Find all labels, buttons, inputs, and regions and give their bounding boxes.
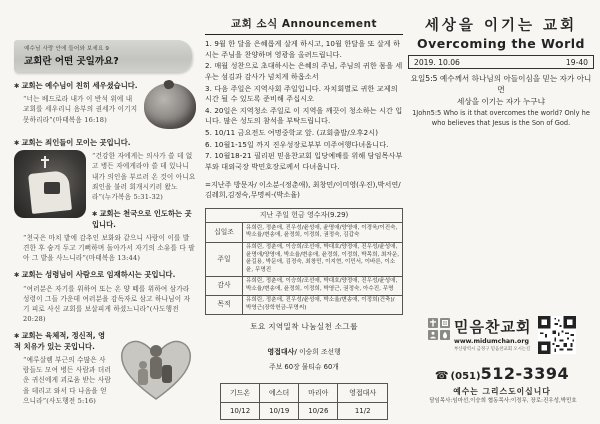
announcement-column [205, 16, 403, 420]
offering-row-names: 유희린, 정춘애, 진우성/윤성애, 윤명애/양영애, 이경욱/이진숙, 박소율/변송애, 윤정희, 이정희, 권정숙, 김갑숙 [243, 223, 403, 242]
schedule-header-cell: 기드온 [221, 383, 260, 402]
phone-area-code: (051) [450, 371, 481, 382]
table-row [206, 223, 403, 242]
ambassador-names: 이승희 조선행 [296, 347, 341, 356]
asterisk-bullet-icon: ✱ [14, 332, 20, 341]
banner-title: 교회란 어떤 곳일까요? [24, 56, 119, 67]
phone-icon: ☎ [434, 369, 449, 382]
cross-icon [44, 156, 46, 168]
church-website: www.midumchan.org [454, 338, 529, 345]
bullet-quote: “너는 베드로라 내가 이 반석 위에 내 교회를 세우리니 음부의 권세가 이기지 못하리라”(마태복음 16:18) [23, 95, 138, 124]
offering-table [205, 208, 403, 315]
issue-date: 2019. 10.06 [414, 57, 460, 67]
schedule-date-cell: 11/2 [338, 402, 388, 419]
logo-text-group [454, 316, 534, 352]
bullet-quote: “천국은 마치 밭에 감추인 보화와 같으니 사람이 이를 발견한 후 숨겨 두고 기뻐하며 돌아가서 자기의 소유를 다 팔아 그 밭을 사느니라”(마태복음 13:44) [23, 233, 195, 263]
offering-row-label: 십일조 [206, 223, 243, 242]
table-row [206, 242, 403, 276]
title-divider [205, 34, 403, 35]
left-banner [14, 40, 192, 72]
banner-subtitle: 예수님 사랑 안에 들어와 보세요 9 [24, 46, 110, 52]
bullet-title-text: 교회는 육체적, 정신적, 영적 치유가 있는 곳입니다. [14, 331, 106, 351]
church-illustration [14, 150, 86, 218]
offering-row-names: 유희린, 정춘애, 진우성/윤성애, 박소율/변송애, 이정희(건축)/박영근(장학헌금-무명씨) [243, 295, 403, 314]
supplies-line: 주보 60장 물티슈 60개 [269, 362, 339, 371]
logo-icon-grid [428, 318, 450, 340]
bullet-title-text: 교회는 성령님이 사람으로 임재하시는 곳입니다. [21, 270, 176, 280]
bullet-item-5 [14, 331, 196, 406]
left-column [14, 40, 196, 413]
bullet-quote: “여러분은 자기를 위하여 또는 온 양 떼를 위하여 삼가라 성령이 그들 가운데 여러분을 감독자로 삼고 하나님이 자기 피로 사신 교회를 보살피게 하셨느니라”(사도행전 20:28) [23, 284, 191, 324]
announcement-item-5: 5. 10/11 금요전도 여명중학교 앞. (교회출발/오후2시) [205, 128, 379, 138]
last-week-visitors: =지난주 방문자/ 이소분-(정춘애), 최창민/이미영(우진),박서연/김레희,김정숙,무명씨-(박소율) [205, 179, 401, 200]
masthead-column [408, 14, 594, 128]
asterisk-bullet-icon: ✱ [92, 210, 98, 219]
bullet-title [14, 138, 196, 148]
announcement-item-2: 2. 매월 성찬으로 초대하시는 은혜의 주님, 주님의 귀한 몸을 세우는 섬김과 감사가 넘치게 하옵소서 [205, 61, 403, 81]
left-body [14, 81, 196, 406]
offering-row-label: 감사 [206, 276, 243, 295]
announcement-item-7: 7. 10월18-21 필리핀 믿음찬교회 입당예배를 위해 담임목사부부와 대외국장 박민호장로께서 다녀옵니다. [205, 151, 403, 172]
church-name: 믿음찬교회 [454, 318, 532, 336]
logo-row [428, 316, 576, 358]
offering-row-names: 유희린, 정춘애, 이승희/조선애, 박대호/양정애, 진우성/윤성애, 윤명애/양영애, 박소율/변송애, 윤정희, 이정희, 박목희, 최자운, 윤길용, 박문애, 김정숙, 최창민, 이지현, 이민서, 이바른, 이소윤, 무명진 [243, 242, 403, 276]
church-slogan: 예수는 그리스도이십니다 [453, 387, 551, 396]
announcement-item-3: 3. 다음 주일은 지역사회 주일입니다. 자치회별로 귀한 교제의 시간 될 수 있도록 준비해 주십시오 [205, 83, 398, 104]
asterisk-bullet-icon: ✱ [14, 139, 20, 147]
announcement-item-4: 4. 20일은 지역청소 주일로 이 지역을 깨끗이 청소하는 시간 입니다. 많은 성도의 참석을 부탁드립니다. [205, 105, 403, 126]
offering-row-label: 주일 [206, 242, 243, 276]
offering-row-label: 목적 [206, 295, 243, 314]
issue-number: 19-40 [565, 57, 588, 67]
bullet-title-text: 교회는 천국으로 인도하는 곳입니다. [92, 209, 192, 229]
bullet-item-2 [14, 138, 196, 202]
masthead-title-korean: 세상을 이기는 교회 [424, 18, 578, 34]
table-row [221, 402, 388, 419]
bullet-title-text: 교회는 예수님이 친히 세우셨습니다. [21, 81, 138, 90]
bullet-item-1 [14, 81, 196, 131]
offering-table-title: 지난 주일 헌금 영수자(9.29) [206, 208, 403, 222]
schedule-date-cell: 10/19 [260, 402, 299, 419]
phone-number: 512-3394 [480, 364, 570, 383]
masthead-title-english: Overcoming the World [417, 36, 585, 51]
schedule-header-cell: 영접대사 [338, 383, 388, 402]
schedule-date-cell: 10/12 [221, 402, 260, 419]
cross-icon [428, 318, 438, 328]
announcement-item-6: 6. 10월1-15일 까지 진우성장로부부 미주여행다녀옵니다. [205, 139, 389, 149]
lamp-icon [440, 330, 450, 340]
ambassador-line [205, 346, 403, 357]
table-row [206, 208, 403, 222]
bullet-item-4 [14, 270, 196, 324]
announcements-title: 교회 소식 Announcement [230, 18, 378, 30]
small-group-title: 토요 지역밀착 나눔실천 소그룹 [250, 321, 358, 331]
schedule-header-cell: 에스더 [260, 383, 299, 402]
phone-row [428, 364, 576, 383]
schedule-header-cell: 마리아 [299, 383, 338, 402]
qr-code [538, 316, 576, 358]
church-logo-block [428, 316, 576, 397]
table-row [206, 295, 403, 314]
healing-heart-illustration [116, 333, 196, 403]
staff-credits-line: 담임목사:임마선,이승희 협동목사:이정무, 장로:진우성,박민호 [429, 398, 577, 404]
fruit-illustration [144, 83, 196, 129]
church-address: 부산광역시 금정구 믿음찬교회 오시는길 [454, 347, 531, 352]
offering-row-names: 유희린, 정춘애, 이승희/조선애, 박대호/양정애, 진우성/윤성애, 박소율/변송애, 윤정희, 이정희, 박영근, 권정숙, 아수진, 무명 [243, 276, 403, 295]
verse-korean-line1: 요일5:5 예수께서 하나님의 아들이심을 믿는 자가 아니면 [410, 74, 592, 95]
person-icon [428, 330, 438, 340]
bullet-quote: “건강한 자에게는 의사가 쓸 데 없고 병든 자에게라야 쓸 데 있나니 내가 의인을 부르러 온 것이 아니요 죄인을 불러 회개시키러 왔노라”(누가복음 5:31-32) [92, 152, 196, 202]
ambassador-label: 영접대사/ [267, 347, 297, 356]
weekly-verse-english: 1John5:5 Who is it that overcomes the world? Only he who believes that Jesus is the Son of God. [412, 109, 590, 127]
date-issue-box [408, 55, 594, 69]
building-icon [440, 318, 450, 328]
bullet-quote: “예루살렘 부근의 수많은 사람들도 모여 병든 사람과 더러운 귀신에게 괴로움 받는 사람을 데리고 와서 다 나음을 얻으니라”(사도행전 5:16) [23, 355, 112, 405]
asterisk-bullet-icon: ✱ [14, 271, 20, 280]
verse-korean-line2: 세상을 이기는 자가 누구냐 [457, 96, 545, 106]
asterisk-bullet-icon: ✱ [14, 82, 20, 90]
weekly-verse-korean [408, 73, 594, 107]
table-row [206, 276, 403, 295]
announcement-item-1: 1. 9월 한 달을 은혜롭게 살게 하시고, 10월 한달을 또 살게 하시는 주님을 찬양하며 영광을 올려드립니다. [205, 39, 401, 59]
schedule-date-cell: 10/26 [299, 402, 338, 419]
table-row [221, 383, 388, 402]
bullet-title [14, 270, 196, 280]
bullet-title-text: 교회는 죄인들이 모이는 곳입니다. [21, 138, 131, 147]
duty-schedule-table [220, 383, 388, 420]
announcement-list [205, 39, 403, 173]
